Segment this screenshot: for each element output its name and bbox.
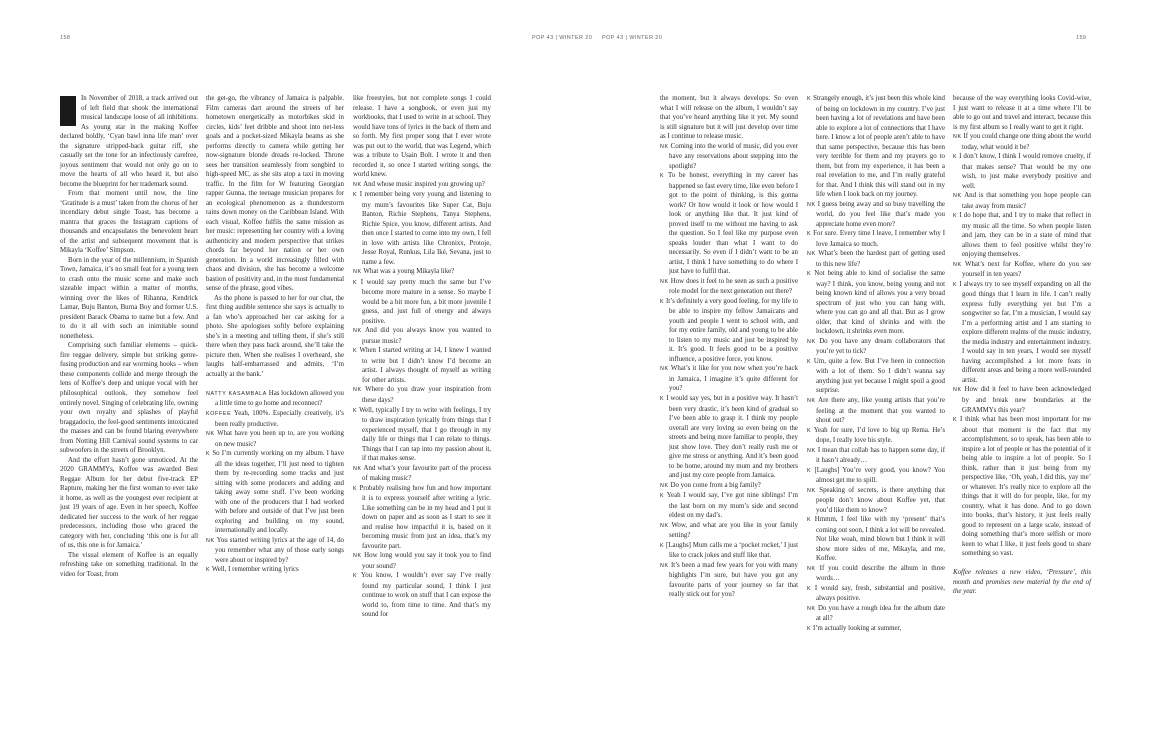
qa-paragraph (206, 409, 344, 429)
qa-block (353, 94, 491, 620)
qa-block (953, 94, 1091, 559)
column-4 (660, 94, 798, 600)
answer-text: I’m actually looking at summer, (812, 624, 902, 632)
qa-paragraph (353, 278, 491, 327)
answer-text: because of the way everything looks Covid-wise, I just want to release it at a time where I’ll be able to go out and travel and interact, because this is my first album so I really want to get it right. (953, 95, 1091, 131)
qa-paragraph (660, 394, 798, 481)
speaker-tag: NK (660, 522, 669, 529)
answer-text: What’s next for Koffee, where do you see yourself in ten years? (962, 260, 1091, 279)
qa-paragraph (660, 142, 798, 172)
speaker-tag: K (807, 96, 812, 102)
paragraph: In November of 2018, a track arrived out of left field that shook the international musical landscape loose of all inhibitions. As young star in the making Koffee declared boldly, ‘Cyan bawl inna life man’ over the signature stripped-back guitar riff, she casually set the tone for an infectiously carefree, joyous sentiment that would not only go on to move the hearts of all who heard it, but also become the blueprint for her trademark sound. (60, 95, 198, 188)
speaker-tag: K (807, 231, 812, 238)
qa-paragraph (206, 429, 344, 449)
qa-paragraph (807, 604, 945, 624)
answer-text: What was a young Mikayla like? (363, 268, 455, 276)
speaker-tag: K (953, 213, 958, 220)
answer-text: I don’t know, I think I would remove cruelty, if that makes sense? That would be my one wish, to just make everybody positive and well. (959, 153, 1091, 190)
speaker-tag: K (206, 567, 211, 574)
speaker-tag: K (353, 407, 358, 414)
qa-paragraph (660, 541, 798, 561)
speaker-tag: K (807, 625, 812, 632)
answer-text: If you could describe the album in three words… (816, 564, 945, 583)
answer-text: It’s been a mad few years for you with many highlights I’m sure, but have you got any favourite parts of your journey so far that really stick out for you? (669, 561, 798, 599)
qa-paragraph (807, 200, 945, 230)
speaker-tag: NK (953, 387, 962, 394)
speaker-tag: K (353, 192, 358, 199)
qa-paragraph (353, 190, 491, 267)
answer-text: Yeah for sure, I’d love to big up Rema. He’s dope, I really love his style. (813, 426, 945, 445)
answer-text: [Laughs] Mum calls me a ‘pocket rocket,’ I just like to crack jokes and stuff like that. (666, 541, 798, 560)
answer-text: Yeah, 100%. Especially creatively, it’s been really productive. (215, 410, 344, 428)
qa-paragraph (206, 536, 344, 566)
speaker-tag: NK (353, 269, 362, 276)
speaker-tag: NK (807, 605, 816, 612)
qa-paragraph (953, 152, 1091, 191)
speaker-tag: NK (807, 251, 816, 258)
answer-text: Do you come from a big family? (670, 481, 761, 489)
qa-paragraph (353, 571, 491, 620)
qa-paragraph (807, 229, 945, 249)
answer-text: When I started writing at 14, I knew I wanted to write but I didn’t know I’d become an artist. I always thought of myself as writing for other artists. (359, 347, 491, 384)
answer-text: It’s definitely a very good feeling, for my life to be able to inspire my fellow Jamaicans and youth and people I went to school with, and for my entire family, old and young to be able to listen to my music and just be inspired by it. It’s good. It feels good to be a positive influence, a positive force, you know. (665, 297, 799, 363)
column-5 (807, 94, 945, 634)
answer-text: I think what has been most important for me about that moment is the fact that my accomplishment, so to speak, has been able to inspire a lot of people or has the potential of it being able to inspire a lot of people. So I think, rather than it just being from my perspective like, ‘Oh, yeah, I did this, yay me’ or whatever. It’s really nice to explore all the things that it will do for people, like, for my country, what it has done. And to go down into books, that’s history, it just feels really good to represent on a large scale, instead of doing something that’s more selfish or more keen to what I like, it just feels good to share something so vast. (960, 416, 1091, 558)
paragraph: Comprising such familiar elements – quick-fire reggae delivery, simple but striking genre-fusing production and ear worming hooks – when these components collide and merge through the lens of Koffee’s deep and unique vocal with her philosophical outlook, they somehow feel entirely novel. Singing of celebrating life, owning your own royalty and splashes of playful braggadocio, the feel-good sentiments intoxicated the masses and can be found blaring everywhere from Notting Hill Carnival sound systems to car subwoofers in the streets of Brooklyn. (60, 342, 198, 455)
qa-paragraph (807, 249, 945, 269)
speaker-tag: NK (953, 134, 962, 141)
qa-paragraph (807, 466, 945, 486)
qa-paragraph (807, 396, 945, 426)
answer-text: Hmmm, I feel like with my ‘present’ that’s coming out soon, I think a lot will be revealed. Not like woah, mind blown but I think it will show more sides of me, Mikayla, and me, Koffee. (814, 516, 945, 563)
qa-paragraph (953, 415, 1091, 559)
answer-text: You started writing lyrics at the age of 14, do you remember what any of those early songs were about or inspired by? (215, 536, 344, 564)
speaker-tag: NK (807, 338, 816, 345)
speaker-tag: NK (660, 143, 669, 150)
qa-paragraph (807, 515, 945, 564)
qa-paragraph (660, 277, 798, 297)
column-3 (353, 94, 491, 620)
qa-paragraph (353, 180, 491, 191)
speaker-tag: NK (353, 181, 362, 188)
answer-text: Speaking of secrets, is there anything that people don’t know about Koffee yet, that you’d like them to know? (816, 486, 945, 514)
speaker-tag: K (807, 271, 812, 278)
left-page-number: 158 (60, 35, 71, 41)
answer-text: What’s it like for you now when you’re back in Jamaica, I imagine it’s quite different for you? (669, 365, 798, 393)
speaker-tag: NK (660, 482, 669, 489)
qa-paragraph (353, 346, 491, 385)
qa-paragraph (807, 584, 945, 604)
drop-cap (60, 96, 76, 126)
qa-paragraph (660, 561, 798, 600)
qa-paragraph (660, 521, 798, 541)
qa-paragraph (807, 486, 945, 516)
speaker-tag: K (807, 467, 812, 474)
qa-paragraph (353, 326, 491, 346)
speaker-tag: NK (807, 565, 816, 572)
paragraph: The visual element of Koffee is an equally refreshing take on something traditional. In the video for Toast, from (60, 551, 198, 578)
speaker-tag: NK (807, 397, 816, 404)
qa-paragraph (353, 551, 491, 571)
qa-paragraph (807, 564, 945, 584)
answer-text: If you could change one thing about the world today, what would it be? (962, 133, 1091, 151)
answer-text: I guess being away and so busy travelling the world, do you feel like that’s made you appreciate home even more? (816, 200, 945, 228)
paragraph: And the effort hasn’t gone unnoticed. At the 2020 GRAMMYs, Koffee was awarded Best Reggae Album for her debut five-track EP Rapture, making her the first woman to ever take it home, as well as the youngest ever recipient at just 19 years of age. Even in her speech, Koffee dedicated her success to the work of her reggae predecessors, including those who graced the category with her, concluding ‘this one is for all of us, this one is for Jamaica.’ (60, 456, 198, 550)
paragraph: the get-go, the vibrancy of Jamaica is palpable. Film cameras dart around the streets of her hometown energetically as motorbikes skid in circles, kids’ feet dribble and shoot into net-less goals and a pocket-sized Mikayla beams as she performs directly to camera while getting her now-signature blonde dreads re-locked. Throne sees her transition seamlessly from songbird to high-speed MC, as she sits atop a taxi in moving traffic. In the film for W featuring Georgian rapper Gunna, the teenage musician prepares for an ecological phenomenon as a thunderstorm rains down money on the Caribbean Island. With each visual, Koffee fulfils the same mission as her music: representing her country with a loving authenticity and modern perspective that strikes chords far beyond her nation or her own generation. In a world increasingly filled with chaos and division, she has become a welcome bastion of positivity and, in the most fundamental sense of the phrase, good vibes. (206, 95, 344, 293)
paragraph (353, 94, 491, 180)
qa-paragraph (953, 191, 1091, 211)
qa-paragraph (353, 267, 491, 278)
answer-text: You know, I wouldn’t ever say I’ve really found my particular sound, I think I just continue to work on stuff that I can expose the world to, from time to time. And that’s my sound for (360, 572, 491, 619)
speaker-tag: NK (660, 366, 669, 373)
qa-paragraph (206, 449, 344, 536)
speaker-tag: K (660, 493, 665, 500)
speaker-tag: NK (660, 278, 669, 285)
answer-text: What have you been up to, are you working on new music? (215, 430, 344, 448)
answer-text: Are there any, like young artists that you’re feeling at the moment that you wanted to shout out? (816, 396, 946, 425)
qa-paragraph (660, 171, 798, 277)
qa-paragraph (807, 426, 945, 446)
speaker-tag: K (353, 573, 358, 580)
speaker-tag: K (807, 517, 812, 524)
answer-text: Well, I remember writing lyrics (211, 566, 299, 574)
qa-block (807, 94, 945, 634)
speaker-tag: NK (353, 328, 362, 335)
right-page-number: 159 (1076, 35, 1087, 41)
speaker-tag: NK (353, 465, 362, 472)
answer-text: And whose music inspired you growing up? (363, 180, 485, 188)
answer-text: And did you always know you wanted to pursue music? (362, 327, 492, 345)
qa-paragraph (953, 280, 1091, 386)
speaker-tag: K (660, 542, 665, 549)
answer-text: I mean that collab has to happen some day, if it hasn’t already… (816, 446, 945, 465)
speaker-tag: K (953, 417, 958, 424)
qa-paragraph (660, 481, 798, 492)
answer-text: What’s been the hardest part of getting used to this new life? (816, 250, 945, 268)
speaker-tag: K (353, 348, 358, 355)
speaker-tag: K (660, 173, 665, 180)
speaker-tag: K (353, 279, 358, 286)
answer-text: I would say pretty much the same but I’ve become more mature in a sense. So maybe I would be a bit more fun, a bit more juvenile I guess, and just full of energy and always positive. (360, 278, 491, 325)
speaker-tag: K (206, 451, 211, 458)
answer-text: [Laughs] You’re very good, you know? You almost get me to spill. (814, 466, 945, 485)
qa-paragraph (353, 484, 491, 552)
answer-text: Not being able to kind of socialise the same way? I think, you know, being young and not being known kind of allows you a very broad spectrum of just who you can hang with, where you can go and all that. But as I grow older, that kind of shrinks and with the lockdown, it shrinks even more. (814, 270, 945, 336)
paragraph: Born in the year of the millennium, in Spanish Town, Jamaica, it’s no small feat for a young teen to crash onto the music scene and make such sizeable impact within a matter of months, winning over the likes of Rihanna, Kendrick Lamar, Buju Banton, Burna Boy and former U.S. president Barack Obama to name but a few. And to do it all with such an inimitable sound nonetheless. (60, 256, 198, 340)
answer-text: Well, typically I try to write with feelings, I try to draw inspiration lyrically from things that I experienced myself, that I go through in my daily life or things that I can relate to things. Things that I can tap into my passion about it, if that makes sense. (359, 406, 491, 463)
speaker-tag: K (660, 298, 665, 305)
speaker-tag: NK (807, 201, 816, 208)
qa-paragraph (807, 446, 945, 466)
answer-text: So I’m currently working on my album. I have all the ideas together, I’ll just need to tighten them by re-recording some tracks and just sitting with some producers and adding and taking away some stuff. I’ve been working with one of the producers that I had worked with before and outside of that I’ve just been exploring and building on my sound, internationally and locally. (212, 450, 344, 535)
speaker-tag: NK (206, 431, 215, 438)
speaker-tag: K (660, 395, 665, 402)
qa-paragraph (807, 624, 945, 635)
answer-text: Yeah I would say, I’ve got nine siblings! I’m the last born on my mum’s side and second eldest on my dad’s. (666, 492, 799, 520)
answer-text: Um, quite a few. But I’ve been in connection with a lot of them. So I didn’t wanna say anything just yet because I might spoil a good surprise. (813, 357, 945, 395)
answer-text: How did it feel to have been acknowledged by and break new boundaries at the GRAMMYs this year? (962, 386, 1091, 414)
column-1 (60, 94, 198, 579)
answer-text: I do hope that, and I try to make that reflect in my music all the time. So when people listen and jam, they can be in a state of mind that allows them to feel positive whilst they’re enjoying themselves. (959, 212, 1091, 259)
qa-paragraph (953, 132, 1091, 152)
speaker-tag: NK (353, 387, 362, 394)
answer-text: Where do you draw your inspiration from these days? (362, 386, 491, 404)
speaker-tag: NK (206, 537, 215, 544)
answer-text: I always try to see myself expanding on all the good things that I learn in life. I can’t really express fully everything yet but I’m a songwriter so far, I’m a musician, I would say I’m a performing artist and I am starting to explore different realms of the music industry, the media industry and entertainment industry. I would say in ten years, I would see myself having accomplished a lot more feats in different areas and being a more well-rounded artist. (959, 280, 1091, 384)
speaker-tag: NK (953, 193, 962, 200)
speaker-tag: NK (953, 261, 962, 268)
paragraph: As the phone is passed to her for our chat, the first thing audible sentence she says is actually to a fan who’s approached her car asking for a photo. She apologises softly before explaining she’s in a meeting and telling them, if she’s still there when they pass back around, she’ll take the picture then. When she realises I overheard, she laughs half-embarrassed and admits, ‘I’m actually at the bank.’ (206, 294, 344, 378)
qa-block (660, 94, 798, 600)
speaker-tag: NK (807, 447, 816, 454)
right-running-head: POP 43 | WINTER 20 (602, 35, 663, 41)
answer-text: Probably realising how fun and how important it is to express yourself after writing a lyric. Like something can be in my head and I put it down on paper and as soon as I start to see it and realise how impactful it is, based on it becoming music from just an idea, that’s my favourite part. (359, 484, 491, 550)
speaker-tag: K (953, 281, 958, 288)
speaker-tag: K (807, 585, 812, 592)
qa-paragraph (206, 389, 344, 409)
answer-text: Strangely enough, it’s just been this whole kind of being on lockdown in my country. I’ve just been having a lot of revelations and have been able to explore a lot of connections that I have here. I know a lot of people aren’t able to have that same perspective, because this has been very terrible for them and my prayers go to them, but from my experience, it has been a real revelation to me, and I’m really grateful for that. And I think this will stand out in my life when I look back on my journey. (813, 95, 945, 199)
speaker-tag: NATTY KASAMBALA (206, 390, 267, 397)
qa-paragraph (807, 337, 945, 357)
speaker-tag: NK (807, 487, 816, 494)
paragraph (660, 94, 798, 142)
qa-paragraph (807, 357, 945, 396)
outro: Koffee releases a new video, ‘Pressure’, this month and promises new material by the end of the year. (953, 569, 1091, 596)
column-6 (953, 94, 1091, 597)
qa-paragraph (353, 406, 491, 464)
qa-paragraph (206, 565, 344, 576)
speaker-tag: K (807, 358, 812, 365)
answer-text: And what’s your favourite part of the process of making music? (362, 464, 492, 483)
answer-text: To be honest, everything in my career has happened so fast every time, like even before I got to the point of thinking, is this gonna work? Or how would it look or how would I look or anything like that. It just kind of proved itself to me without me having to ask the question. So I feel like my purpose even speaks louder than what I want to do necessarily. So even if I didn’t want to be an artist, I think I have something to do where I just have to fulfil that. (667, 172, 798, 276)
qa-paragraph (660, 364, 798, 394)
qa-paragraph (953, 385, 1091, 415)
answer-text: the moment, but it always develops. So even what I will release on the album, I wouldn’t say that you’ve heard anything like it yet. My sound is still signature but it will just develop over time as I continue to release music. (660, 95, 798, 141)
qa-block (206, 389, 344, 576)
speaker-tag: NK (353, 553, 362, 560)
answer-text: Wow, and what are you like in your family setting? (669, 521, 798, 540)
qa-paragraph (353, 385, 491, 405)
answer-text: I remember being very young and listening to my mum’s favourites like Super Cat, Buju Banton, Richie Stephens, Tanya Stephens, Richie Spice, you know, different artists. And then once I started to come into my own, I fell in love with artists like Chronixx, Protoje, Jesse Royal, Runkus, Lila Iké, Sevana, just to name a few. (359, 191, 491, 266)
answer-text: Coming into the world of music, did you ever have any reservations about stepping into the spotlight? (669, 142, 798, 170)
qa-paragraph (660, 297, 798, 365)
speaker-tag: K (953, 154, 958, 161)
answer-text: I would say yes, but in a positive way. It hasn’t been very drastic, it’s been kind of gradual so I’ve been able to grasp it. I think my people overall are very loving so even being on the streets and being more familiar to people, they just show love. They don’t really rush me or give me stress or anything. And it’s been good to be home, around my mum and my brothers and just my core people from Jamaica. (666, 394, 798, 480)
qa-paragraph (807, 269, 945, 337)
answer-text: like freestyles, but not complete songs I could release. I have a songbook, or even just my workbooks, that I used to write in at school. They would have tons of lyrics in the back of them and so forth. My first proper song that I ever wrote was put out to the world, that was Legend, which was a tribute to Usain Bolt. I wrote it and then recorded it, so once I started writing songs, the world knew. (353, 95, 491, 179)
answer-text: And is that something you hope people can take away from music? (962, 192, 1092, 210)
answer-text: How long would you say it took you to find your sound? (362, 552, 491, 570)
left-running-head: POP 43 | WINTER 20 (532, 35, 593, 41)
answer-text: For sure. Every time I leave, I remember why I love Jamaica so much. (813, 230, 945, 248)
speaker-tag: K (353, 485, 358, 492)
qa-paragraph (807, 94, 945, 200)
qa-paragraph (953, 260, 1091, 280)
answer-text: Do you have any dream collaborators that you’re yet to tick? (816, 337, 945, 356)
answer-text: I would say, fresh, substantial and positive, always positive. (814, 584, 945, 603)
qa-paragraph (660, 491, 798, 521)
column-2 (206, 94, 344, 576)
speaker-tag: NK (660, 562, 669, 569)
qa-paragraph (353, 464, 491, 484)
paragraph (953, 94, 1091, 132)
answer-text: Do you have a rough idea for the album date at all? (816, 604, 945, 623)
answer-text: Has lockdown allowed you a little time to go home and reconnect? (215, 389, 344, 408)
speaker-tag: K (807, 427, 812, 434)
qa-paragraph (953, 211, 1091, 260)
speaker-tag: KOFFEE (206, 411, 232, 417)
paragraph: From that moment until now, the line ‘Gratitude is a must’ taken from the chorus of her incendiary debut single Toast, has become a mantra that graces the Instagram captions of thousands and encapsulates the benevolent heart of the artist and subsequent movement that is Mikayla ‘Koffee’ Simpson. (60, 190, 198, 255)
answer-text: How does it feel to be seen as such a positive role model for the next generation out there? (669, 277, 799, 296)
